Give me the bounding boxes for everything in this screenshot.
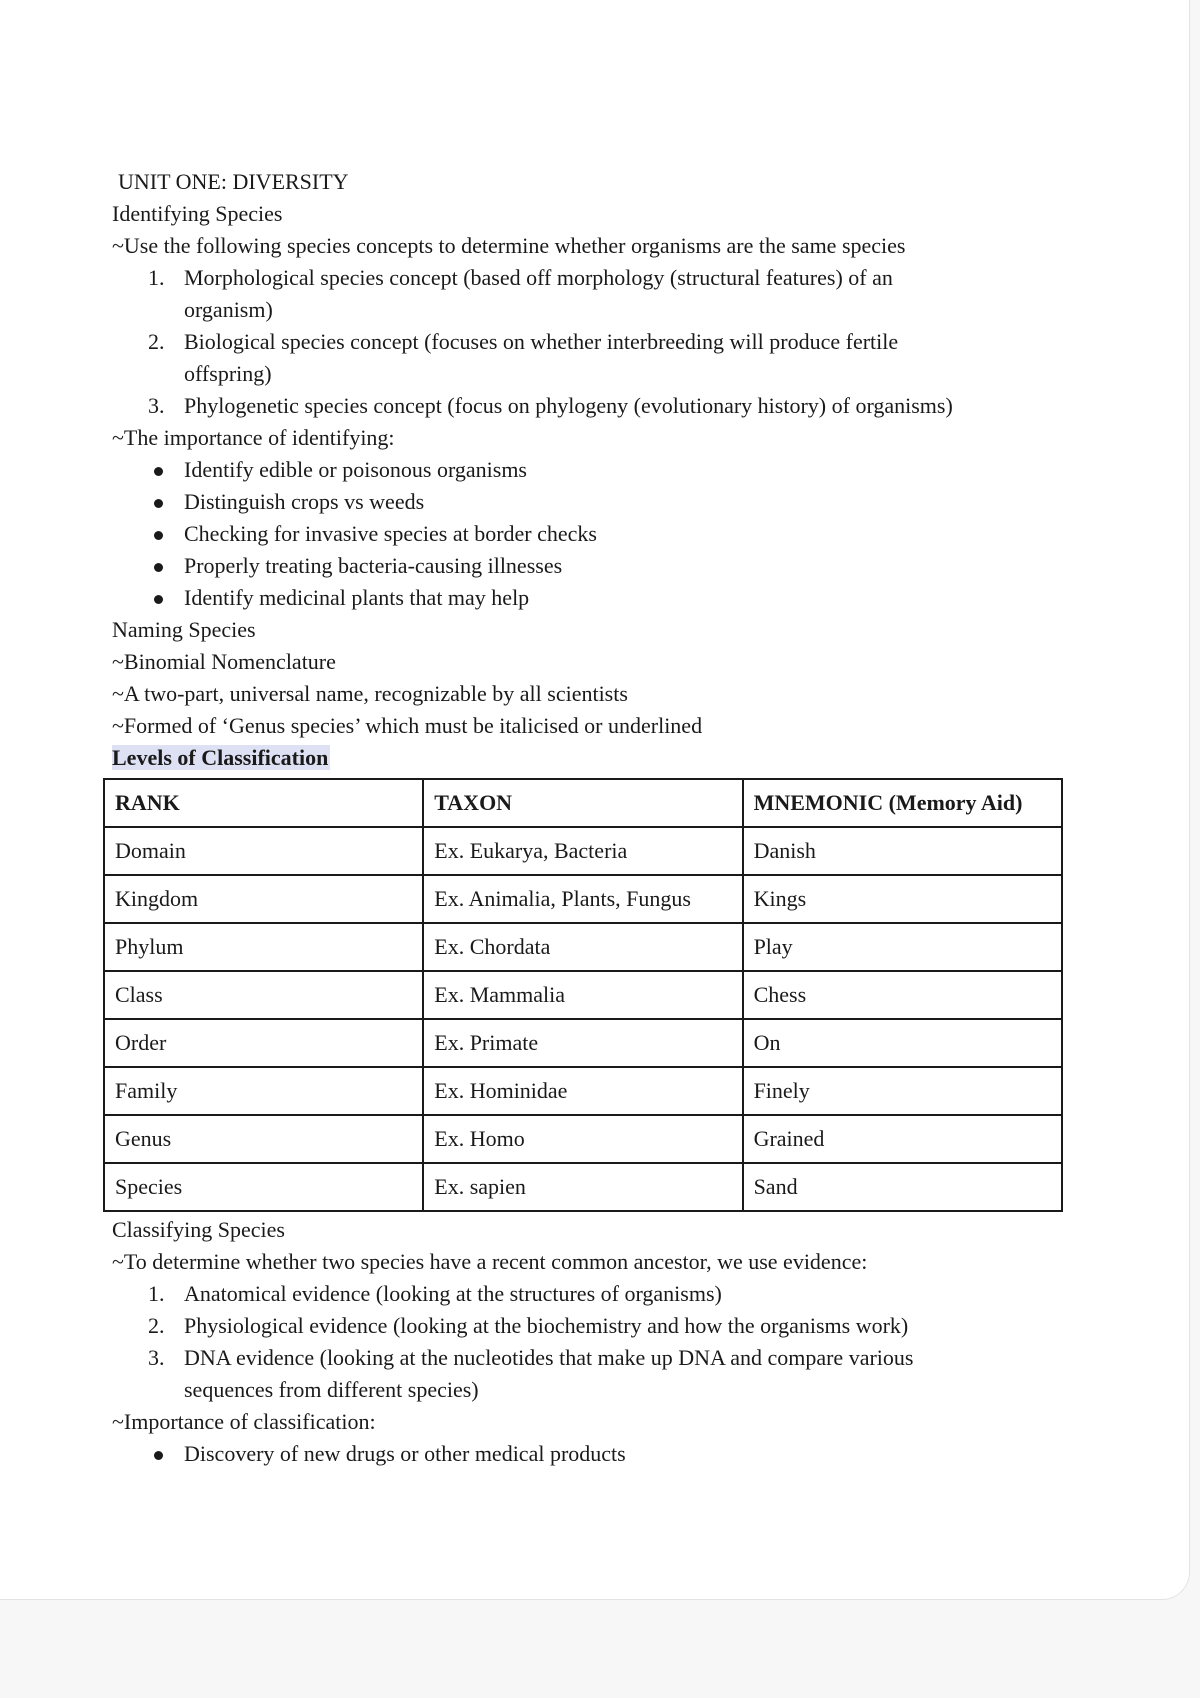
list-item-text-continued: sequences from different species) — [184, 1377, 479, 1402]
cell-mnemonic: Finely — [743, 1067, 1062, 1115]
cell-mnemonic: Play — [743, 923, 1062, 971]
naming-line: ~Formed of ‘Genus species’ which must be italicised or underlined — [112, 713, 703, 738]
list-item — [112, 454, 1072, 486]
section-heading-levels: Levels of Classification — [112, 745, 329, 770]
list-item — [112, 1342, 1072, 1406]
cell-rank: Family — [104, 1067, 423, 1115]
table-row — [104, 1115, 1062, 1163]
list-item-text: Distinguish crops vs weeds — [184, 489, 425, 514]
cell-taxon: Ex. Homo — [423, 1115, 742, 1163]
table-row — [104, 827, 1062, 875]
species-concepts-list — [112, 262, 1072, 422]
list-item-text: Anatomical evidence (looking at the structures of organisms) — [184, 1281, 722, 1306]
bullet-icon — [154, 499, 163, 508]
list-number: 2. — [148, 1313, 165, 1338]
list-item-text: Checking for invasive species at border checks — [184, 521, 597, 546]
list-number: 2. — [148, 329, 165, 354]
cell-taxon: Ex. sapien — [423, 1163, 742, 1211]
importance-identifying-heading: ~The importance of identifying: — [112, 425, 395, 450]
list-item-text: Identify medicinal plants that may help — [184, 585, 530, 610]
column-header-taxon: TAXON — [423, 779, 742, 827]
classifying-intro: ~To determine whether two species have a recent common ancestor, we use evidence: — [112, 1249, 868, 1274]
list-number: 1. — [148, 265, 165, 290]
document-title: UNIT ONE: DIVERSITY — [118, 169, 349, 194]
list-number: 3. — [148, 1345, 165, 1370]
cell-rank: Kingdom — [104, 875, 423, 923]
list-item — [112, 390, 1072, 422]
list-item — [112, 582, 1072, 614]
cell-taxon: Ex. Primate — [423, 1019, 742, 1067]
list-item-text: Discovery of new drugs or other medical products — [184, 1441, 626, 1466]
list-number: 1. — [148, 1281, 165, 1306]
cell-mnemonic: Danish — [743, 827, 1062, 875]
importance-classification-heading: ~Importance of classification: — [112, 1409, 376, 1434]
cell-mnemonic: Kings — [743, 875, 1062, 923]
table-header-row — [104, 779, 1062, 827]
table-row — [104, 923, 1062, 971]
list-item-text: Phylogenetic species concept (focus on phylogeny (evolutionary history) of organisms) — [184, 393, 953, 418]
list-item — [112, 326, 1072, 390]
document-content — [112, 166, 1072, 1470]
cell-rank: Order — [104, 1019, 423, 1067]
cell-taxon: Ex. Animalia, Plants, Fungus — [423, 875, 742, 923]
section-heading-identifying: Identifying Species — [112, 201, 283, 226]
table-row — [104, 1019, 1062, 1067]
importance-classification-list — [112, 1438, 1072, 1470]
list-item — [112, 550, 1072, 582]
naming-line: ~A two-part, universal name, recognizable by all scientists — [112, 681, 628, 706]
cell-rank: Class — [104, 971, 423, 1019]
list-item — [112, 262, 1072, 326]
cell-taxon: Ex. Mammalia — [423, 971, 742, 1019]
list-number: 3. — [148, 393, 165, 418]
section-heading-naming: Naming Species — [112, 617, 256, 642]
cell-rank: Domain — [104, 827, 423, 875]
column-header-mnemonic: MNEMONIC (Memory Aid) — [743, 779, 1062, 827]
bullet-icon — [154, 563, 163, 572]
cell-mnemonic: Chess — [743, 971, 1062, 1019]
list-item — [112, 1310, 1072, 1342]
list-item-text: Identify edible or poisonous organisms — [184, 457, 527, 482]
cell-taxon: Ex. Hominidae — [423, 1067, 742, 1115]
list-item — [112, 518, 1072, 550]
classification-table — [103, 778, 1063, 1212]
table-row — [104, 971, 1062, 1019]
naming-line: ~Binomial Nomenclature — [112, 649, 336, 674]
table-row — [104, 1163, 1062, 1211]
column-header-rank: RANK — [104, 779, 423, 827]
cell-mnemonic: Sand — [743, 1163, 1062, 1211]
table-row — [104, 1067, 1062, 1115]
list-item-text-continued: offspring) — [184, 361, 272, 386]
list-item-text: Biological species concept (focuses on whether interbreeding will produce fertile — [184, 329, 899, 354]
table-row — [104, 875, 1062, 923]
list-item — [112, 486, 1072, 518]
evidence-list — [112, 1278, 1072, 1406]
list-item-text: DNA evidence (looking at the nucleotides that make up DNA and compare various — [184, 1345, 914, 1370]
bullet-icon — [154, 1451, 163, 1460]
list-item-text: Physiological evidence (looking at the biochemistry and how the organisms work) — [184, 1313, 909, 1338]
cell-rank: Genus — [104, 1115, 423, 1163]
cell-rank: Species — [104, 1163, 423, 1211]
list-item-text: Morphological species concept (based off morphology (structural features) of an — [184, 265, 893, 290]
bullet-icon — [154, 531, 163, 540]
list-item-text-continued: organism) — [184, 297, 273, 322]
list-item — [112, 1278, 1072, 1310]
importance-identifying-list — [112, 454, 1072, 614]
bullet-icon — [154, 467, 163, 476]
list-item — [112, 1438, 1072, 1470]
list-item-text: Properly treating bacteria-causing illnesses — [184, 553, 563, 578]
identifying-intro: ~Use the following species concepts to determine whether organisms are the same species — [112, 233, 906, 258]
cell-rank: Phylum — [104, 923, 423, 971]
bullet-icon — [154, 595, 163, 604]
cell-mnemonic: On — [743, 1019, 1062, 1067]
cell-taxon: Ex. Eukarya, Bacteria — [423, 827, 742, 875]
cell-taxon: Ex. Chordata — [423, 923, 742, 971]
cell-mnemonic: Grained — [743, 1115, 1062, 1163]
section-heading-classifying: Classifying Species — [112, 1217, 285, 1242]
